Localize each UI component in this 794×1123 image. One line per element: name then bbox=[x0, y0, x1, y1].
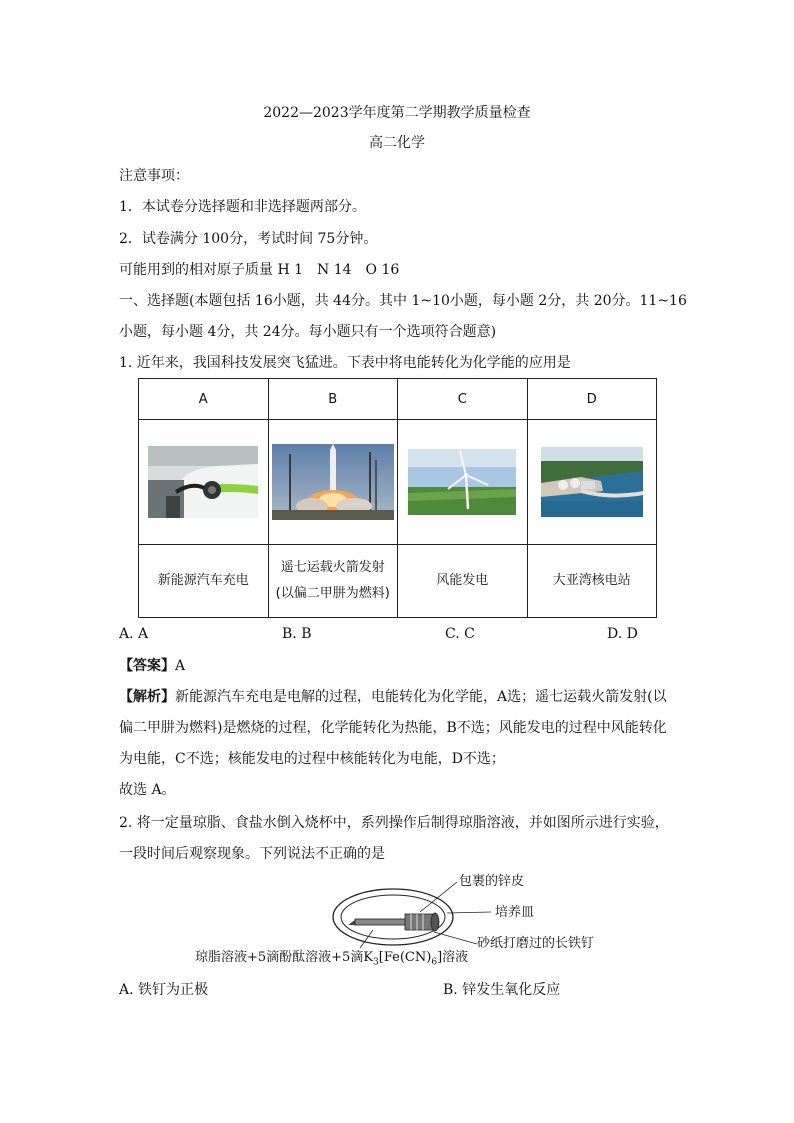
note-item-1: 1．本试卷分选择题和非选择题两部分。 bbox=[119, 199, 366, 215]
q1-analysis-line3: 为电能，C不选；核能发电的过程中核能转化为电能，D不选； bbox=[119, 751, 505, 767]
experiment-diagram bbox=[195, 868, 635, 968]
q1-stem: 1. 近年来，我国科技发展突飞猛进。下表中将电能转化为化学能的应用是 bbox=[119, 355, 571, 371]
caption-d: 大亚湾核电站 bbox=[527, 545, 657, 618]
atomic-mass-note: 可能用到的相对原子质量 H 1 N 14 O 16 bbox=[119, 262, 400, 278]
q1-analysis-line2: 偏二甲肼为燃料)是燃烧的过程，化学能转化为热能，B不选；风能发电的过程中风能转化 bbox=[119, 720, 667, 736]
section1-instructions-line2: 小题，每小题 4分，共 24分。每小题只有一个选项符合题意) bbox=[119, 324, 497, 340]
label-dish: 培养皿 bbox=[495, 905, 535, 920]
q2-stem-line1: 2. 将一定量琼脂、食盐水倒入烧杯中，系列操作后制得琼脂溶液，并如图所示进行实验， bbox=[119, 815, 669, 831]
q1-option-a: A. A bbox=[119, 626, 149, 642]
table-header-a: A bbox=[139, 379, 269, 420]
table-header-d: D bbox=[527, 379, 657, 420]
analysis-label: 【解析】 bbox=[119, 689, 175, 705]
q1-answer bbox=[119, 656, 185, 676]
caption-a: 新能源汽车充电 bbox=[139, 545, 269, 618]
q1-analysis-line1: 【解析】新能源汽车充电是电解的过程，电能转化为化学能，A选；遥七运载火箭发射(以 bbox=[119, 689, 667, 705]
section1-instructions-line1: 一、选择题(本题包括 16小题，共 44分。其中 1~10小题，每小题 2分，共 20分。11~16 bbox=[119, 293, 687, 309]
caption-b-line2: (以偏二甲肼为燃料) bbox=[275, 586, 390, 601]
answer-value: A bbox=[175, 658, 186, 674]
exam-subtitle: 高二化学 bbox=[369, 135, 425, 151]
q1-conclusion: 故选 A。 bbox=[119, 782, 176, 798]
wind-turbine-photo bbox=[408, 449, 516, 515]
q1-option-d: D. D bbox=[607, 626, 638, 642]
label-zinc: 包裹的锌皮 bbox=[459, 874, 525, 889]
exam-title: 2022—2023学年度第二学期教学质量检查 bbox=[263, 105, 531, 121]
note-item-2: 2．试卷满分 100分，考试时间 75分钟。 bbox=[119, 231, 378, 247]
table-header-b: B bbox=[268, 379, 398, 420]
rocket-launch-photo bbox=[272, 444, 394, 520]
q2-option-a: A. 铁钉为正极 bbox=[119, 982, 209, 998]
nuclear-plant-photo bbox=[541, 447, 643, 517]
q1-options-table bbox=[138, 378, 657, 618]
q2-stem-line2: 一段时间后观察现象。下列说法不正确的是 bbox=[119, 846, 385, 862]
notes-heading: 注意事项： bbox=[119, 168, 189, 184]
table-header-c: C bbox=[398, 379, 528, 420]
ev-charging-photo bbox=[148, 446, 258, 518]
q2-option-b: B. 锌发生氧化反应 bbox=[443, 982, 561, 998]
caption-c: 风能发电 bbox=[398, 545, 528, 618]
q1-option-b: B. B bbox=[282, 626, 312, 642]
label-solution: 琼脂溶液+5滴酚酞溶液+5滴$K_3[Fe(CN)_6]$溶液 bbox=[195, 950, 469, 968]
answer-label: 【答案】 bbox=[119, 658, 175, 674]
label-nail: 砂纸打磨过的长铁钉 bbox=[477, 936, 595, 951]
q1-option-c: C. C bbox=[445, 626, 475, 642]
caption-b: 遥七运载火箭发射 bbox=[280, 560, 385, 575]
